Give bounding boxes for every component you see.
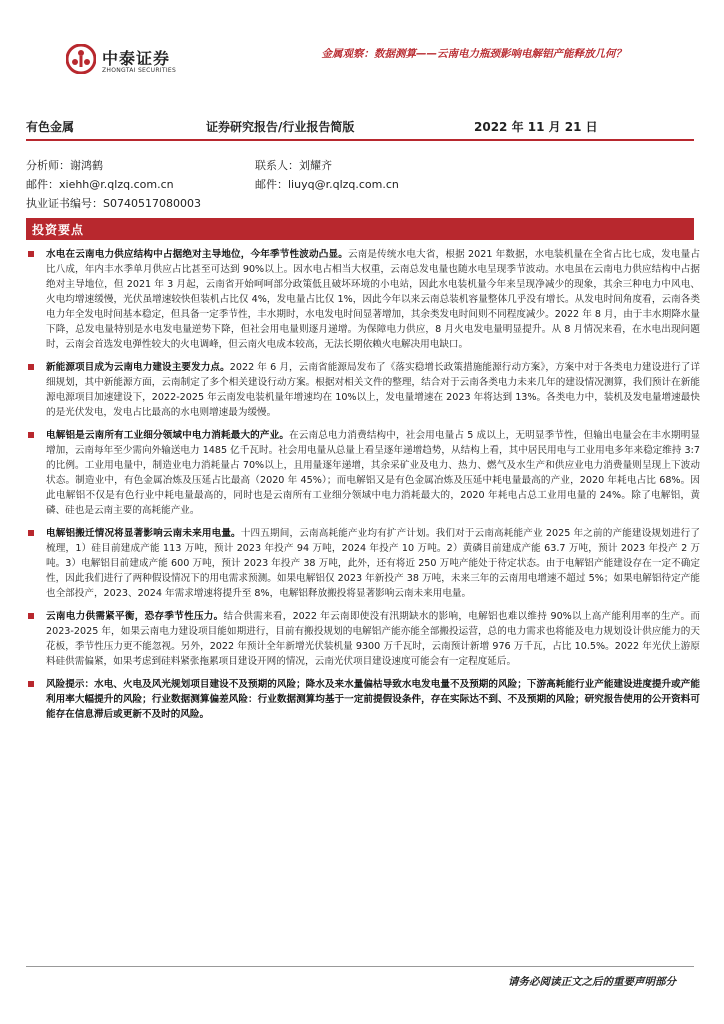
square-bullet-icon bbox=[28, 613, 34, 619]
paragraph-text: 2022 年 6 月，云南省能源局发布了《落实稳增长政策措施能源行动方案》，方案中对于各类电力建设进行了详细规划，其中新能源方面，云南制定了多个相关建设行动方案。根据对相关文件的整理，结合对于云南各类电力未来几年的建设情况测算，我们预计在新能源电源项目加速建设下，2022-2025 年云南发电装机量年增速均在 10%以上，发电量增速在 2023 年将达到 13%。各类电力中，装机及发电量增速最快的是光伏发电，发电占比最高的水电则增速最为缓慢。 bbox=[46, 362, 701, 418]
contact-email: 邮件：liuyq@r.qlzq.com.cn bbox=[255, 178, 399, 191]
paragraph-lead: 风险提示：水电、火电及风光规划项目建设不及预期的风险；降水及来水量偏枯导致水电发电量不及预期的风险；下游高耗能行业产能建设进度提升或产能利用率大幅提升的风险；行业数据测算偏差风险：行业数据测算均基于一定前提假设条件，存在实际达不到、不及预期的风险；研究报告使用的公开资料可能存在信息滞后或更新不及时的风险。 bbox=[46, 679, 700, 720]
paragraph-new-energy bbox=[26, 360, 700, 420]
sector-label: 有色金属 bbox=[26, 120, 75, 134]
square-bullet-icon bbox=[28, 364, 34, 370]
brand-name-cn: 中泰证券 bbox=[102, 49, 171, 68]
paragraph-aluminum bbox=[26, 428, 700, 518]
paragraph-lead: 电解铝搬迁情况将显著影响云南未来用电量。 bbox=[46, 528, 241, 539]
page-header bbox=[0, 0, 724, 90]
footer-divider bbox=[26, 966, 694, 967]
paragraph-lead: 电解铝是云南所有工业细分领域中电力消耗最大的产业。 bbox=[46, 430, 290, 441]
paragraph-lead: 新能源项目成为云南电力建设主要发力点。 bbox=[46, 362, 230, 373]
paragraph-lead: 云南电力供需紧平衡，恐存季节性压力。 bbox=[46, 611, 224, 622]
paragraph-text: 十四五期间，云南高耗能产业均有扩产计划。我们对于云南高耗能产业 2025 年之前的产能建设规划进行了梳理，1）硅目前建成产能 113 万吨，预计 2023 年投产 94 万吨，2024 年投产 10 万吨。2）黄磷目前建成产能 63.7 万吨，预计 2023 年投产 2 万吨。3）电解铝目前建成产能 600 万吨，预计 2023 年投产 38 万吨，此外，还有将近 250 万吨产能处于待定状态。由于电解铝产能建设存在一定不确定性，因此我们进行了两种假设情况下的用电需求预测。如果电解铝仅 2023 年新投产 38 万吨，未来三年的云南用电增速不超过 5%；如果电解铝待定产能也全部投产，2023、2024 年需求增速将提升至 8%，电解铝释放搬投将显著影响云南未来用电量。 bbox=[46, 528, 701, 599]
square-bullet-icon bbox=[28, 432, 34, 438]
paragraph-text: 云南是传统水电大省，根据 2021 年数据，水电装机量在全省占比七成，发电量占比八成，年内丰水季单月供应占比甚至可达到 90%以上。因水电占相当大权重，云南总发电量也随水电呈现季节波动。水电虽在云南电力供应结构中占据绝对主导地位，但 2021 年 3 月起，云南省开始呵呵部分政策低且破坏环境的小电站，因此水电装机量今年来呈现净减少的现象，其余三种电力中风电、火电均增速缓慢，光伏虽增速较快但装机占比仅 4%，发电量占比仅 1%，因此今年以来云南总装机容量整体几乎没有增长。从发电时间角度看，云南各类电力年全发电时间基本稳定，但具备一定季节性，丰水期时，水电发电时间显著增加，其余类发电时间则不同程度减少。2022 年 8 月，由于丰水期降水量下降，总发电量特别是水电发电量逆势下降，但社会用电量则逐月递增。为保障电力供应，8 月火电发电量明显提升。从 8 月情况来看，在水电出现问题时，云南会首选发电弹性较大的火电调峰，但云南火电成本较高，无法长期依赖火电解决用电缺口。 bbox=[46, 249, 701, 350]
square-bullet-icon bbox=[28, 530, 34, 536]
paragraph-text: 在云南总电力消费结构中，社会用电量占 5 成以上，无明显季节性，但输出电量会在丰水期明显增加，云南每年至少需向外输送电力 1485 亿千瓦时。社会用电量从总量上看呈逐年递增趋势，从结构上看，其中居民用电与工业用电多年来稳定维持 3:7 的比例。工业用电量中，制造业电力消耗量占 70%以上，且用量逐年递增，其余采矿业及电力、热力、燃气及水生产和供应业电力消费量则呈现上下波动状态。制造业中，有色金属冶炼及压延占比最高（2020 年 45%）；而电解铝又是有色金属冶炼及压延中耗电量最高的产业，2020 年耗电占比 68%。因此电解铝不仅是有色行业中耗电量最高的，同时也是云南所有工业细分领域中电力消耗最大的，2020 年耗电占总工业用电量的 24%。除了电解铝，黄磷、硅也是云南主要的高耗能产业。 bbox=[46, 430, 701, 516]
section-banner bbox=[26, 218, 694, 240]
square-bullet-icon bbox=[28, 251, 34, 257]
author-info bbox=[26, 156, 706, 213]
report-title: 金属观察：数据测算——云南电力瓶颈影响电解铝产能释放几何？ bbox=[321, 48, 626, 60]
paragraph-text: 结合供需来看，2022 年云南即使没有汛期缺水的影响，电解铝也难以维持 90%以上高产能利用率的生产。而 2023-2025 年，如果云南电力建设项目能如期进行，目前有搬投规划的电解铝产能亦能全部搬投运营，总的电力需求也将能及电力规划设计供应能力的天花板，季节性压力更不能忽视。另外，2022 年预计全年新增光伏装机量 9300 万千瓦时，云南预计新增 976 万千瓦，占比 10.5%。2022 年光伏上游原料硅供需偏紧，如果考虑到硅料紧张拖累项目建设开网的情况，云南光伏项目建设速度可能会有一定程度延后。 bbox=[46, 611, 700, 667]
contact: 联系人：刘耀齐 bbox=[255, 159, 332, 172]
analyst: 分析师：谢鸿鹤 bbox=[26, 159, 103, 172]
paragraph-risk bbox=[26, 677, 700, 722]
report-type: 证券研究报告/行业报告简版 bbox=[206, 120, 355, 134]
paragraph-lead: 水电在云南电力供应结构中占据绝对主导地位，今年季节性波动凸显。 bbox=[46, 249, 348, 260]
analyst-email: 邮件：xiehh@r.qlzq.com.cn bbox=[26, 178, 174, 191]
report-body bbox=[26, 247, 700, 730]
section-title: 投资要点 bbox=[32, 223, 85, 237]
square-bullet-icon bbox=[28, 681, 34, 687]
paragraph-relocation bbox=[26, 526, 700, 601]
header-divider bbox=[26, 139, 694, 141]
paragraph-supply-demand bbox=[26, 609, 700, 669]
paragraph-hydro bbox=[26, 247, 700, 352]
cert-number: 执业证书编号：S0740517080003 bbox=[26, 197, 201, 210]
zhongtai-logo-icon bbox=[66, 44, 96, 74]
footer-disclaimer: 请务必阅读正文之后的重要声明部分 bbox=[508, 976, 676, 988]
report-date: 2022 年 11 月 21 日 bbox=[474, 120, 598, 134]
brand-name-en: ZHONGTAI SECURITIES bbox=[102, 67, 177, 74]
